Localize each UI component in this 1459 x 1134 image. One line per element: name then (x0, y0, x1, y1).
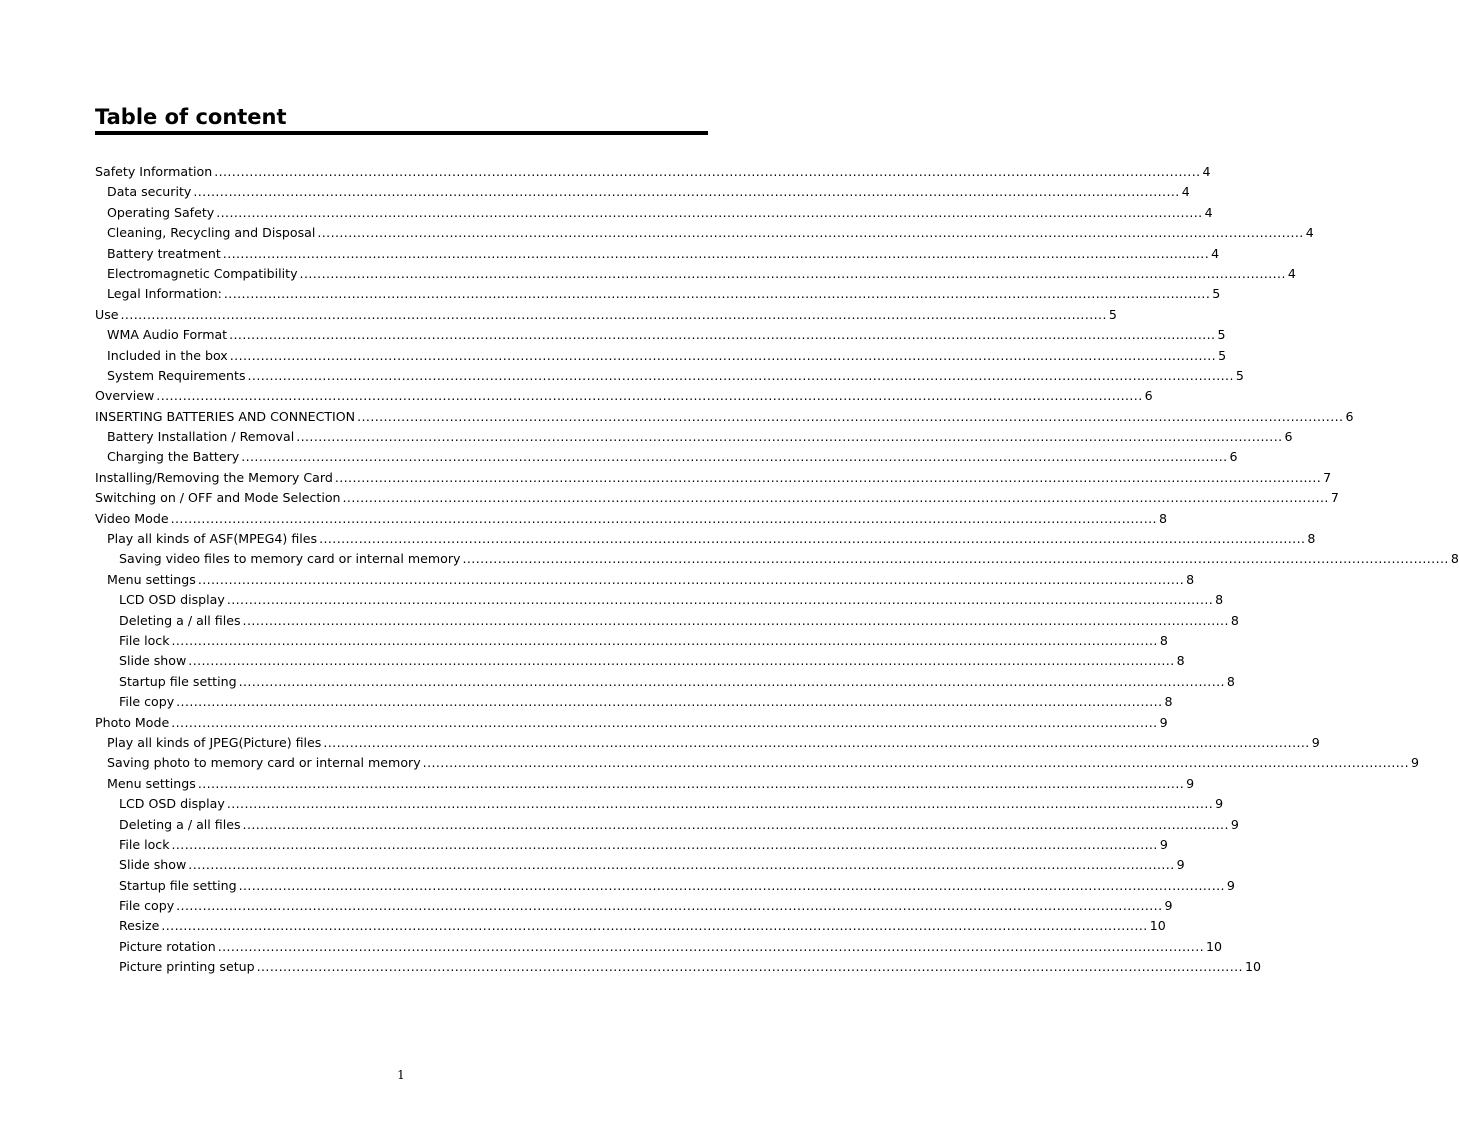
toc-entry[interactable] (95, 427, 1293, 447)
toc-entry[interactable] (95, 611, 1239, 631)
toc-entry[interactable] (95, 774, 1195, 794)
toc-dot-leader: ................................................................................................................................................................................................................................ (156, 388, 1143, 404)
toc-page-number: 9 (1226, 877, 1235, 893)
toc-page-number: 9 (1159, 836, 1168, 852)
toc-dot-leader: ................................................................................................................................................................................................................................ (176, 898, 1163, 914)
toc-page-number: 6 (1229, 449, 1238, 465)
toc-dot-leader: ................................................................................................................................................................................................................................ (319, 531, 1306, 547)
toc-entry[interactable] (95, 692, 1173, 712)
toc-dot-leader: ................................................................................................................................................................................................................................ (462, 551, 1449, 567)
toc-page-number: 4 (1305, 225, 1314, 241)
toc-page-number: 5 (1217, 327, 1226, 343)
toc-entry[interactable] (95, 407, 1354, 427)
toc-page-number: 4 (1211, 245, 1220, 261)
toc-entry-title: Picture printing setup (119, 959, 255, 975)
toc-dot-leader: ................................................................................................................................................................................................................................ (317, 225, 1304, 241)
toc-entry[interactable] (95, 264, 1296, 284)
toc-entry-title: File copy (119, 898, 175, 914)
toc-page-number: 8 (1230, 612, 1239, 628)
toc-entry-title: Operating Safety (107, 204, 215, 220)
toc-entry-title: Battery treatment (107, 245, 221, 261)
toc-entry-title: Saving video files to memory card or internal memory (119, 551, 461, 567)
toc-entry-title: Play all kinds of ASF(MPEG4) files (107, 531, 318, 547)
toc-entry[interactable] (95, 305, 1117, 325)
toc-dot-leader: ................................................................................................................................................................................................................................ (217, 938, 1205, 954)
toc-entry[interactable] (95, 529, 1316, 549)
toc-entry-title: Safety Information (95, 164, 213, 179)
toc-entry-title: Legal Information: (107, 286, 222, 302)
toc-entry-title: Use (95, 306, 119, 322)
toc-entry[interactable] (95, 366, 1244, 386)
toc-page-number: 4 (1287, 265, 1296, 281)
toc-dot-leader: ................................................................................................................................................................................................................................ (193, 184, 1180, 200)
toc-entry[interactable] (95, 203, 1213, 223)
toc-dot-leader: ................................................................................................................................................................................................................................ (357, 408, 1344, 424)
toc-dot-leader: ................................................................................................................................................................................................................................ (238, 877, 1225, 893)
toc-page-number: 9 (1311, 734, 1320, 750)
toc-page-number: 10 (1244, 959, 1261, 975)
toc-entry-title: File lock (119, 632, 170, 648)
toc-entry[interactable] (95, 631, 1168, 651)
toc-entry-title: Deleting a / all files (119, 612, 241, 628)
toc-entry-title: Overview (95, 388, 155, 404)
toc-entry-title: Charging the Battery (107, 449, 240, 465)
toc-dot-leader: ................................................................................................................................................................................................................................ (188, 857, 1175, 873)
toc-entry[interactable] (95, 651, 1185, 671)
toc-dot-leader: ................................................................................................................................................................................................................................ (216, 204, 1203, 220)
toc-entry-title: Switching on / OFF and Mode Selection (95, 490, 341, 506)
toc-entry[interactable] (95, 182, 1190, 202)
toc-entry[interactable] (95, 468, 1332, 488)
toc-dot-leader: ................................................................................................................................................................................................................................ (222, 245, 1210, 261)
toc-entry[interactable] (95, 549, 1459, 569)
toc-entry[interactable] (95, 488, 1339, 508)
toc-page-number: 8 (1164, 694, 1173, 710)
toc-dot-leader: ................................................................................................................................................................................................................................ (299, 265, 1286, 281)
toc-dot-leader: ................................................................................................................................................................................................................................ (242, 612, 1229, 628)
toc-entry[interactable] (95, 753, 1420, 773)
toc-dot-leader: ................................................................................................................................................................................................................................ (422, 755, 1409, 771)
toc-entry[interactable] (95, 386, 1153, 406)
toc-entry-title: Play all kinds of JPEG(Picture) files (107, 734, 322, 750)
toc-page-number: 9 (1159, 714, 1168, 730)
toc-entry[interactable] (95, 162, 1211, 182)
toc-entry-title: Picture rotation (119, 938, 216, 954)
toc-page-number: 9 (1164, 898, 1173, 914)
toc-page-number: 4 (1181, 184, 1190, 200)
toc-entry[interactable] (95, 570, 1195, 590)
toc-entry[interactable] (95, 815, 1239, 835)
toc-dot-leader: ................................................................................................................................................................................................................................ (342, 490, 1329, 506)
toc-dot-leader: ................................................................................................................................................................................................................................ (161, 918, 1148, 934)
toc-entry[interactable] (95, 346, 1227, 366)
toc-dot-leader: ................................................................................................................................................................................................................................ (241, 449, 1228, 465)
toc-page-number: 5 (1212, 286, 1221, 302)
toc-entry-title: File lock (119, 836, 170, 852)
toc-page-number: 8 (1450, 551, 1459, 567)
toc-entry-title: Video Mode (95, 510, 169, 526)
toc-page-number: 6 (1284, 429, 1293, 445)
toc-page-number: 8 (1226, 673, 1235, 689)
toc-entry-title: WMA Audio Format (107, 327, 228, 343)
toc-entry[interactable] (95, 223, 1314, 243)
toc-dot-leader: ................................................................................................................................................................................................................................ (229, 327, 1216, 343)
toc-entry-title: Photo Mode (95, 714, 170, 730)
toc-page-number: 6 (1345, 408, 1354, 424)
toc-entry-title: Startup file setting (119, 673, 237, 689)
toc-page-number: 5 (1218, 347, 1227, 363)
toc-entry[interactable] (95, 713, 1168, 733)
toc-entry-title: File copy (119, 694, 175, 710)
toc-page-number: 8 (1159, 632, 1168, 648)
toc-page-number: 8 (1307, 531, 1316, 547)
toc-entry[interactable] (95, 855, 1185, 875)
toc-dot-leader: ................................................................................................................................................................................................................................ (197, 571, 1185, 587)
toc-dot-leader: ................................................................................................................................................................................................................................ (120, 306, 1107, 322)
toc-entry[interactable] (95, 957, 1261, 977)
title-divider (95, 131, 708, 135)
page-number: 1 (397, 1068, 405, 1082)
toc-entry-title: Saving photo to memory card or internal memory (107, 755, 421, 771)
toc-page-number: 9 (1176, 857, 1185, 873)
toc-entry[interactable] (95, 876, 1235, 896)
toc-dot-leader: ................................................................................................................................................................................................................................ (197, 775, 1185, 791)
toc-dot-leader: ................................................................................................................................................................................................................................ (171, 632, 1158, 648)
toc-entry-title: Menu settings (107, 775, 196, 791)
toc-entry-title: LCD OSD display (119, 796, 225, 812)
toc-page-number: 8 (1186, 571, 1195, 587)
toc-entry[interactable] (95, 509, 1167, 529)
toc-entry[interactable] (95, 835, 1168, 855)
toc-entry-title: Data security (107, 184, 192, 200)
toc-dot-leader: ................................................................................................................................................................................................................................ (171, 836, 1158, 852)
toc-dot-leader: ................................................................................................................................................................................................................................ (296, 429, 1283, 445)
toc-entry-title: Slide show (119, 653, 187, 669)
toc-entry[interactable] (95, 284, 1221, 304)
toc-entry[interactable] (95, 896, 1173, 916)
toc-entry[interactable] (95, 733, 1320, 753)
toc-entry-title: Slide show (119, 857, 187, 873)
toc-dot-leader: ................................................................................................................................................................................................................................ (256, 959, 1243, 975)
toc-dot-leader: ................................................................................................................................................................................................................................ (226, 796, 1214, 812)
toc-page-number: 7 (1330, 490, 1339, 506)
toc-entry-title: Battery Installation / Removal (107, 429, 295, 445)
toc-dot-leader: ................................................................................................................................................................................................................................ (229, 347, 1217, 363)
toc-page-number: 9 (1215, 796, 1224, 812)
toc-entry-title: Menu settings (107, 571, 196, 587)
toc-page-number: 6 (1144, 388, 1153, 404)
toc-entry[interactable] (95, 937, 1223, 957)
toc-page-number: 9 (1230, 816, 1239, 832)
toc-page-number: 8 (1176, 653, 1185, 669)
toc-entry-title: System Requirements (107, 367, 246, 383)
toc-dot-leader: ................................................................................................................................................................................................................................ (223, 286, 1211, 302)
toc-entry-title: LCD OSD display (119, 592, 225, 608)
toc-dot-leader: ................................................................................................................................................................................................................................ (323, 734, 1310, 750)
toc-page-number: 8 (1158, 510, 1167, 526)
toc-entry[interactable] (95, 916, 1166, 936)
toc-entry[interactable] (95, 672, 1235, 692)
toc-dot-leader: ................................................................................................................................................................................................................................ (242, 816, 1229, 832)
toc-entry[interactable] (95, 794, 1224, 814)
toc-entry-title: Cleaning, Recycling and Disposal (107, 225, 316, 241)
toc-page-number: 10 (1206, 938, 1223, 954)
toc-entry-title: Startup file setting (119, 877, 237, 893)
toc-dot-leader: ................................................................................................................................................................................................................................ (170, 510, 1157, 526)
toc-page-number: 5 (1108, 306, 1117, 322)
toc-entry-title: INSERTING BATTERIES AND CONNECTION (95, 408, 356, 424)
toc-page-number: 7 (1323, 469, 1332, 485)
toc-page-number: 9 (1186, 775, 1195, 791)
toc-dot-leader: ................................................................................................................................................................................................................................ (176, 694, 1163, 710)
toc-entry[interactable] (95, 325, 1226, 345)
toc-dot-leader: ................................................................................................................................................................................................................................ (214, 164, 1201, 179)
toc-page-number: 9 (1411, 755, 1420, 771)
toc-entry-title: Installing/Removing the Memory Card (95, 469, 333, 485)
table-of-contents (95, 162, 1459, 978)
toc-entry-title: Deleting a / all files (119, 816, 241, 832)
toc-entry[interactable] (95, 447, 1238, 467)
toc-dot-leader: ................................................................................................................................................................................................................................ (247, 367, 1234, 383)
toc-dot-leader: ................................................................................................................................................................................................................................ (334, 469, 1322, 485)
toc-dot-leader: ................................................................................................................................................................................................................................ (188, 653, 1175, 669)
toc-page-number: 5 (1235, 367, 1244, 383)
toc-page-number: 4 (1204, 204, 1213, 220)
toc-entry-title: Electromagnetic Compatibility (107, 265, 298, 281)
toc-dot-leader: ................................................................................................................................................................................................................................ (171, 714, 1158, 730)
toc-page-number: 8 (1215, 592, 1224, 608)
toc-page-number: 4 (1202, 164, 1211, 179)
toc-entry[interactable] (95, 590, 1224, 610)
toc-page-number: 10 (1149, 918, 1166, 934)
toc-entry-title: Resize (119, 918, 160, 934)
toc-dot-leader: ................................................................................................................................................................................................................................ (238, 673, 1225, 689)
toc-entry[interactable] (95, 244, 1220, 264)
page-title: Table of content (95, 105, 287, 129)
toc-dot-leader: ................................................................................................................................................................................................................................ (226, 592, 1214, 608)
toc-entry-title: Included in the box (107, 347, 228, 363)
